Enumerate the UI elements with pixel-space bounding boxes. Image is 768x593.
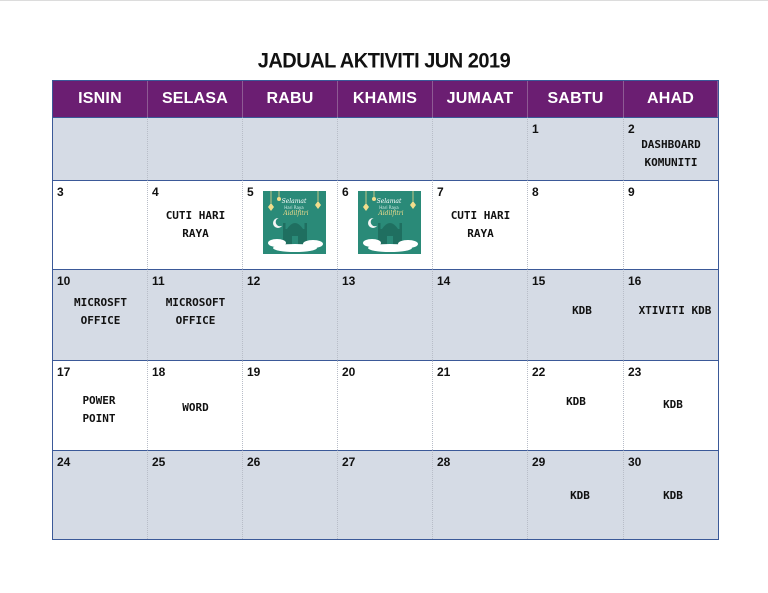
day-cell-26 <box>243 450 338 539</box>
day-cell-5 <box>243 180 338 269</box>
day-cell-3 <box>53 180 148 269</box>
day-number: 27 <box>342 455 356 469</box>
day-number: 3 <box>57 185 64 199</box>
day-number: 8 <box>532 185 539 199</box>
event-note: CUTI HARI RAYA <box>450 209 511 240</box>
day-cell-12 <box>243 269 338 360</box>
day-number: 30 <box>628 455 642 469</box>
day-cell-21 <box>433 360 528 450</box>
empty-day-cell <box>433 117 528 180</box>
event-note: KDB <box>572 304 592 317</box>
hari-raya-greeting-image <box>263 191 326 254</box>
day-cell-6 <box>338 180 433 269</box>
day-cell-8 <box>528 180 624 269</box>
event-note: CUTI HARI RAYA <box>165 209 226 240</box>
event-note: MICROSOFT OFFICE <box>165 296 226 327</box>
day-cell-16 <box>624 269 718 360</box>
day-number: 5 <box>247 185 254 199</box>
day-number: 20 <box>342 365 356 379</box>
empty-day-cell <box>148 117 243 180</box>
empty-day-cell <box>243 117 338 180</box>
day-cell-25 <box>148 450 243 539</box>
event-note: DASHBOARD KOMUNITI <box>641 138 701 169</box>
card-text-1: Selamat <box>376 198 402 205</box>
day-cell-2 <box>624 117 718 180</box>
day-number: 17 <box>57 365 71 379</box>
event-note: MICROSFT OFFICE <box>74 296 127 327</box>
day-number: 21 <box>437 365 451 379</box>
event-note: KDB <box>663 489 683 502</box>
day-header: ISNIN <box>53 81 148 117</box>
day-header: JUMAAT <box>433 81 528 117</box>
event-note: POWER POINT <box>82 394 116 425</box>
day-cell-27 <box>338 450 433 539</box>
day-number: 14 <box>437 274 451 288</box>
card-text-3: Aidilfitri <box>378 210 404 217</box>
day-cell-19 <box>243 360 338 450</box>
day-number: 22 <box>532 365 546 379</box>
day-number: 11 <box>152 274 165 288</box>
day-header: SABTU <box>528 81 624 117</box>
day-number: 15 <box>532 274 546 288</box>
day-cell-15 <box>528 269 624 360</box>
day-cell-1 <box>528 117 624 180</box>
event-note: KDB <box>570 489 590 502</box>
day-number: 6 <box>342 185 349 199</box>
day-number: 7 <box>437 185 444 199</box>
day-number: 23 <box>628 365 642 379</box>
day-cell-24 <box>53 450 148 539</box>
card-text-2: Hari Raya <box>379 205 399 210</box>
day-cell-20 <box>338 360 433 450</box>
day-number: 18 <box>152 365 166 379</box>
day-cell-11 <box>148 269 243 360</box>
day-number: 9 <box>628 185 635 199</box>
top-border <box>0 0 768 1</box>
day-cell-23 <box>624 360 718 450</box>
day-cell-13 <box>338 269 433 360</box>
event-note: KDB <box>663 398 683 411</box>
day-header: KHAMIS <box>338 81 433 117</box>
day-header: AHAD <box>624 81 718 117</box>
empty-day-cell <box>53 117 148 180</box>
day-number: 16 <box>628 274 642 288</box>
card-text-1: Selamat <box>281 198 307 205</box>
empty-day-cell <box>338 117 433 180</box>
day-number: 10 <box>57 274 71 288</box>
card-text-3: Aidilfitri <box>283 210 309 217</box>
day-cell-30 <box>624 450 718 539</box>
hari-raya-greeting-image <box>358 191 421 254</box>
event-note: XTIVITI KDB <box>638 304 712 317</box>
day-cell-29 <box>528 450 624 539</box>
event-note: KDB <box>566 395 586 408</box>
day-header: RABU <box>243 81 338 117</box>
day-cell-28 <box>433 450 528 539</box>
event-note: WORD <box>182 401 209 414</box>
day-number: 12 <box>247 274 261 288</box>
day-number: 26 <box>247 455 261 469</box>
day-number: 2 <box>628 122 635 136</box>
day-number: 28 <box>437 455 451 469</box>
day-number: 25 <box>152 455 166 469</box>
day-cell-7 <box>433 180 528 269</box>
day-header: SELASA <box>148 81 243 117</box>
day-cell-17 <box>53 360 148 450</box>
day-number: 4 <box>152 185 159 199</box>
day-cell-14 <box>433 269 528 360</box>
day-cell-9 <box>624 180 718 269</box>
day-number: 29 <box>532 455 546 469</box>
day-number: 13 <box>342 274 356 288</box>
day-number: 19 <box>247 365 261 379</box>
page-title: JADUAL AKTIVITI JUN 2019 <box>257 49 511 73</box>
day-cell-22 <box>528 360 624 450</box>
day-cell-10 <box>53 269 148 360</box>
card-text-2: Hari Raya <box>284 205 304 210</box>
day-number: 1 <box>532 122 539 136</box>
calendar-grid <box>52 80 719 540</box>
day-number: 24 <box>57 455 71 469</box>
day-cell-18 <box>148 360 243 450</box>
day-cell-4 <box>148 180 243 269</box>
